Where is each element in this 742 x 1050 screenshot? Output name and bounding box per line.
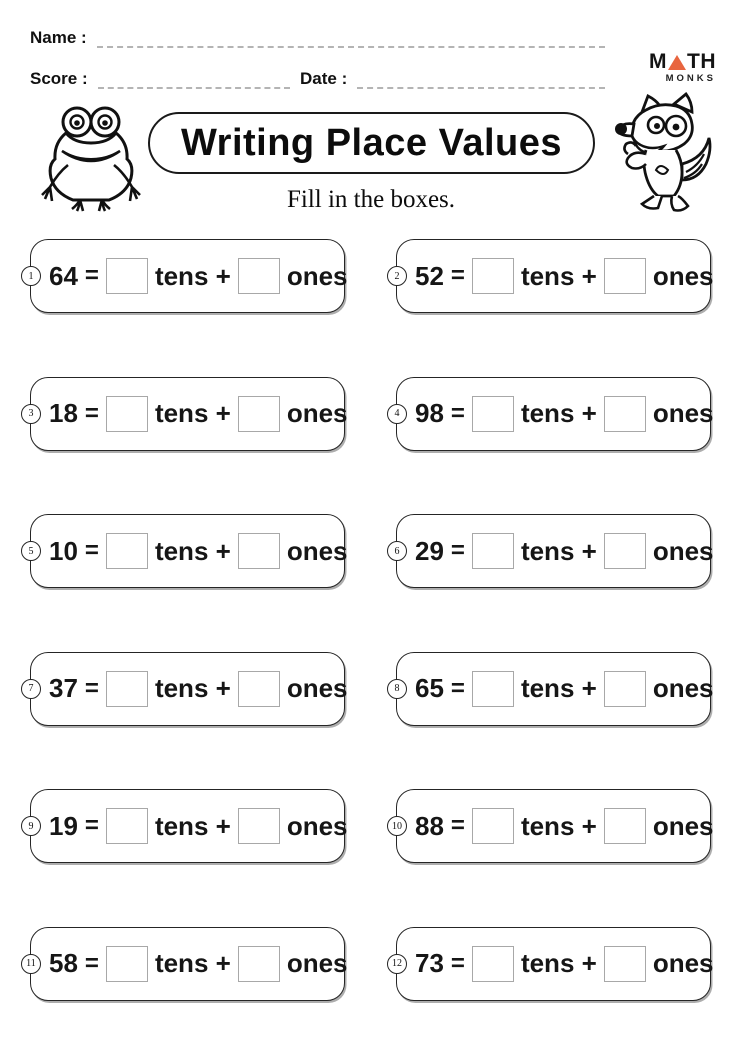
ones-label: ones <box>652 398 714 428</box>
ones-label: ones <box>652 260 714 291</box>
problem-number-badge: 6 <box>387 541 407 561</box>
date-field-row <box>300 69 605 89</box>
ones-label: ones <box>286 260 348 291</box>
problem-value: 52 <box>415 260 444 291</box>
ones-input-box[interactable] <box>238 671 280 707</box>
tens-input-box[interactable] <box>472 258 514 294</box>
problem-value: 18 <box>49 398 78 428</box>
tens-input-box[interactable] <box>106 671 148 707</box>
problem-number-badge: 1 <box>21 266 41 286</box>
problem-card-8 <box>394 652 714 726</box>
equals-sign: = <box>450 262 465 289</box>
problem-value: 65 <box>415 673 444 703</box>
problem-number-badge: 10 <box>387 816 407 836</box>
problem-value: 29 <box>415 535 444 566</box>
ones-input-box[interactable] <box>604 808 646 844</box>
equals-sign: = <box>84 399 99 427</box>
score-input-line[interactable] <box>98 69 290 89</box>
tens-label: tens + <box>154 673 231 703</box>
problem-value: 10 <box>49 535 78 566</box>
problem-value: 64 <box>49 260 78 291</box>
date-label: Date : <box>300 69 348 88</box>
ones-label: ones <box>652 948 714 978</box>
problem-number-badge: 2 <box>387 266 407 286</box>
tens-label: tens + <box>154 948 231 978</box>
tens-input-box[interactable] <box>106 533 148 569</box>
problem-number-badge: 8 <box>387 679 407 699</box>
tens-input-box[interactable] <box>472 533 514 569</box>
ones-label: ones <box>286 673 348 703</box>
problem-value: 73 <box>415 948 444 978</box>
ones-label: ones <box>286 398 348 428</box>
problem-value: 19 <box>49 810 78 841</box>
problem-value: 98 <box>415 398 444 428</box>
problem-value: 37 <box>49 673 78 703</box>
tens-label: tens + <box>520 260 597 291</box>
ones-input-box[interactable] <box>238 258 280 294</box>
problem-card-4 <box>394 377 714 451</box>
tens-label: tens + <box>154 810 231 841</box>
equals-sign: = <box>450 537 465 564</box>
tens-input-box[interactable] <box>472 671 514 707</box>
logo-letters-th: TH <box>687 50 716 73</box>
equals-sign: = <box>84 674 99 702</box>
problem-card-2 <box>394 239 714 313</box>
problem-card-10 <box>392 789 714 863</box>
tens-input-box[interactable] <box>106 258 148 294</box>
problem-card-11 <box>26 927 348 1001</box>
tens-label: tens + <box>520 948 597 978</box>
ones-label: ones <box>286 810 348 841</box>
problem-number-badge: 3 <box>21 404 41 424</box>
tens-input-box[interactable] <box>472 946 514 982</box>
score-label: Score : <box>30 69 88 88</box>
logo-letter-m: M <box>649 50 667 73</box>
equals-sign: = <box>84 949 99 977</box>
tens-input-box[interactable] <box>472 808 514 844</box>
problem-number-badge: 4 <box>387 404 407 424</box>
ones-input-box[interactable] <box>604 946 646 982</box>
name-field-row <box>30 28 605 48</box>
equals-sign: = <box>450 399 465 427</box>
ones-input-box[interactable] <box>238 396 280 432</box>
tens-label: tens + <box>520 810 597 841</box>
tens-input-box[interactable] <box>472 396 514 432</box>
equals-sign: = <box>450 674 465 702</box>
problem-value: 88 <box>415 810 444 841</box>
problem-card-7 <box>28 652 348 726</box>
tens-input-box[interactable] <box>106 396 148 432</box>
ones-input-box[interactable] <box>604 533 646 569</box>
ones-label: ones <box>652 810 714 841</box>
tens-label: tens + <box>520 398 597 428</box>
ones-input-box[interactable] <box>238 808 280 844</box>
equals-sign: = <box>84 812 99 839</box>
problem-number-badge: 7 <box>21 679 41 699</box>
ones-label: ones <box>652 535 714 566</box>
tens-input-box[interactable] <box>106 946 148 982</box>
logo-math-line <box>649 51 716 72</box>
ones-input-box[interactable] <box>238 533 280 569</box>
equals-sign: = <box>84 537 99 564</box>
name-input-line[interactable] <box>97 28 605 48</box>
tens-label: tens + <box>520 673 597 703</box>
problem-number-badge: 5 <box>21 541 41 561</box>
equals-sign: = <box>450 949 465 977</box>
math-monks-logo <box>649 51 716 84</box>
ones-label: ones <box>286 535 348 566</box>
ones-input-box[interactable] <box>604 396 646 432</box>
equals-sign: = <box>84 262 99 289</box>
problem-card-3 <box>28 377 348 451</box>
ones-label: ones <box>652 673 714 703</box>
title-banner <box>148 112 595 174</box>
problem-number-badge: 9 <box>21 816 41 836</box>
problem-number-badge: 11 <box>21 954 41 974</box>
ones-input-box[interactable] <box>238 946 280 982</box>
logo-monks-line: MONKS <box>665 73 716 84</box>
problem-card-12 <box>392 927 714 1001</box>
logo-triangle-icon <box>668 55 686 70</box>
problem-card-5 <box>28 514 348 588</box>
date-input-line[interactable] <box>357 69 605 89</box>
problem-card-6 <box>394 514 714 588</box>
tens-label: tens + <box>154 398 231 428</box>
equals-sign: = <box>450 812 465 839</box>
problem-number-badge: 12 <box>387 954 407 974</box>
tens-input-box[interactable] <box>106 808 148 844</box>
score-field-row <box>30 69 290 89</box>
tens-label: tens + <box>520 535 597 566</box>
problems-grid <box>26 239 714 1001</box>
ones-input-box[interactable] <box>604 671 646 707</box>
problem-card-9 <box>28 789 348 863</box>
instruction-text: Fill in the boxes. <box>286 186 456 213</box>
ones-input-box[interactable] <box>604 258 646 294</box>
problem-card-1 <box>28 239 348 313</box>
tens-label: tens + <box>154 535 231 566</box>
tens-label: tens + <box>154 260 231 291</box>
page-title: Writing Place Values <box>180 121 562 164</box>
name-label: Name : <box>30 28 87 47</box>
problem-value: 58 <box>49 948 78 978</box>
ones-label: ones <box>286 948 348 978</box>
